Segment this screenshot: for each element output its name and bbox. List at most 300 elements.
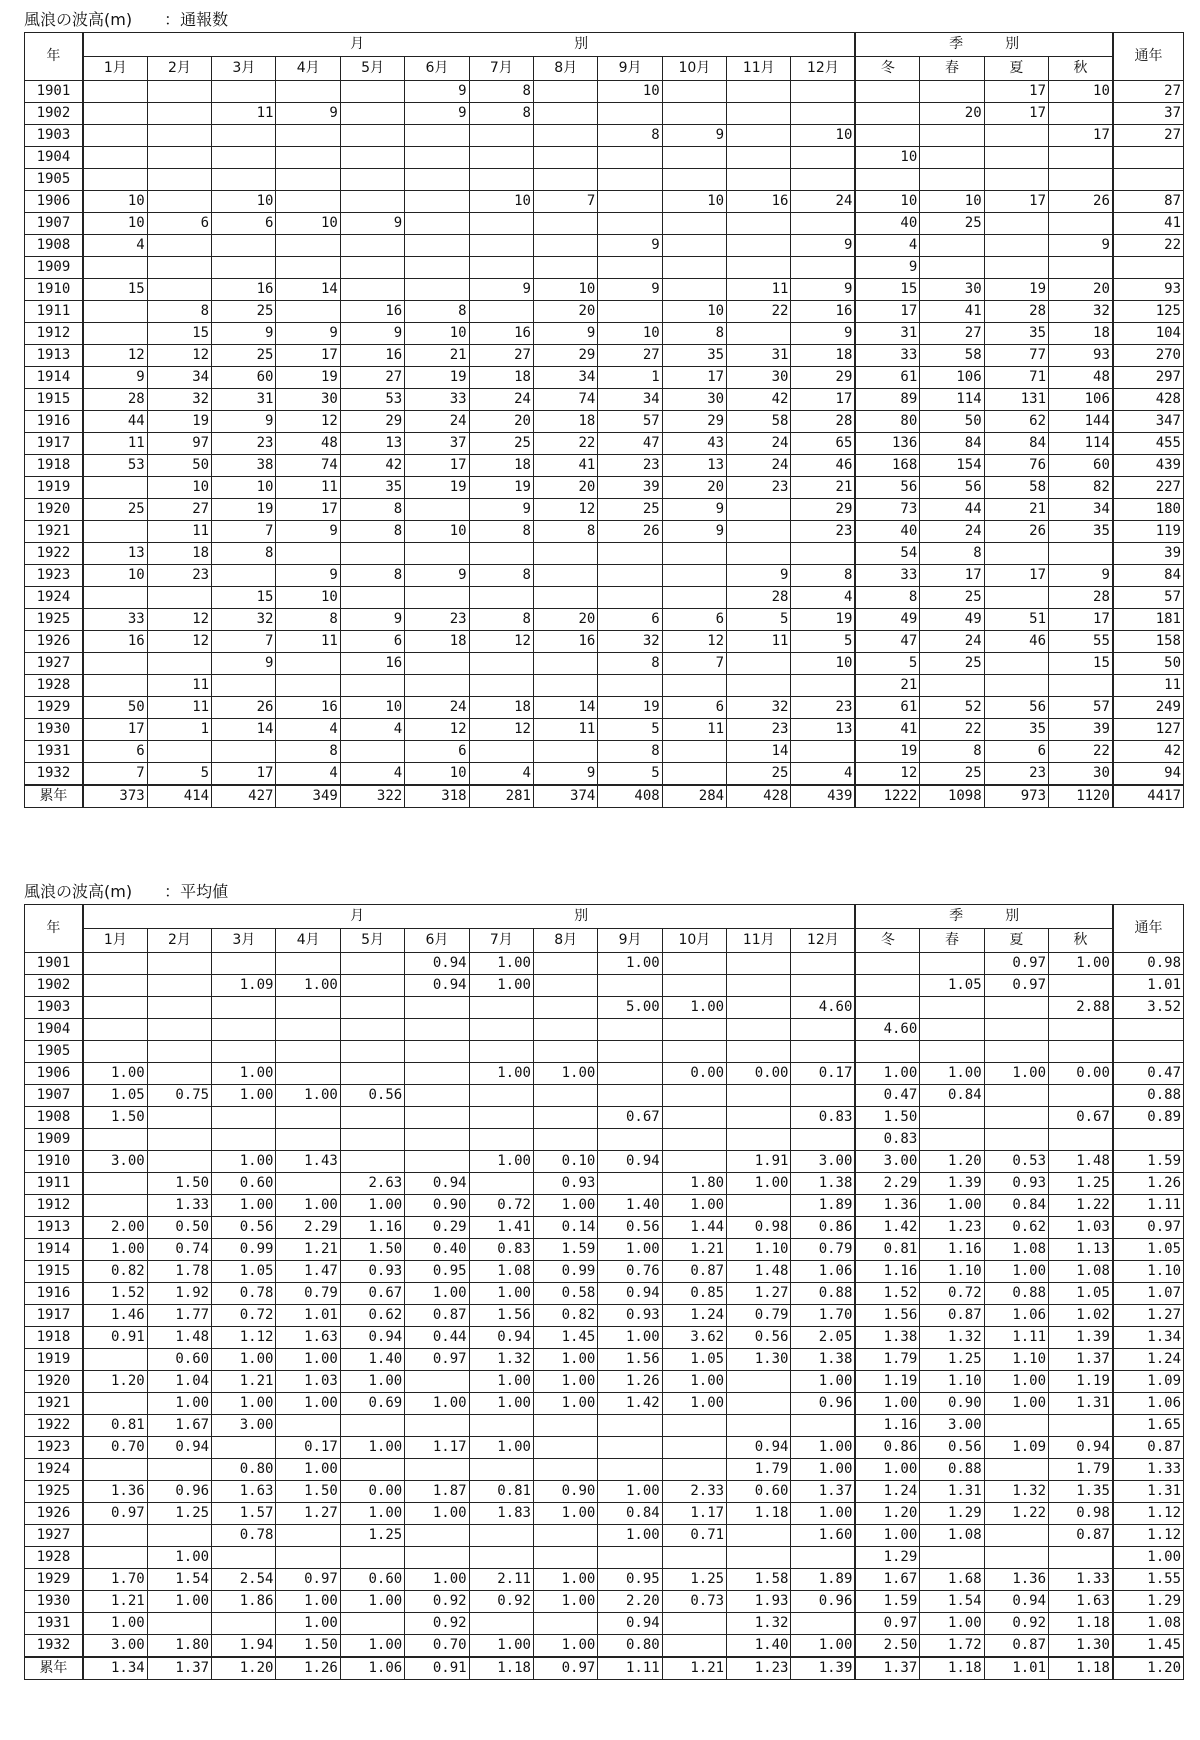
season-value-cell: 54 bbox=[855, 543, 919, 565]
total-value-cell: 1222 bbox=[855, 785, 919, 808]
month-value-cell bbox=[405, 191, 469, 213]
table-row bbox=[25, 257, 1184, 279]
year-cell: 1905 bbox=[25, 1041, 83, 1063]
month-value-cell: 27 bbox=[469, 345, 533, 367]
month-value-cell: 1.63 bbox=[276, 1327, 340, 1349]
month-value-cell: 1.50 bbox=[340, 1239, 404, 1261]
table-row bbox=[25, 1085, 1184, 1107]
season-value-cell: 57 bbox=[1049, 697, 1113, 719]
season-value-cell bbox=[1049, 1041, 1113, 1063]
month-value-cell bbox=[340, 1613, 404, 1635]
month-value-cell bbox=[727, 235, 791, 257]
month-value-cell: 12 bbox=[147, 609, 211, 631]
month-value-cell: 15 bbox=[83, 279, 147, 301]
season-value-cell bbox=[920, 997, 984, 1019]
month-value-cell bbox=[212, 565, 276, 587]
month-value-cell bbox=[791, 543, 855, 565]
month-value-cell bbox=[83, 1393, 147, 1415]
table-row bbox=[25, 565, 1184, 587]
year-cell: 1915 bbox=[25, 1261, 83, 1283]
season-header: 冬 bbox=[855, 929, 919, 953]
month-value-cell bbox=[598, 565, 662, 587]
month-value-cell bbox=[276, 1041, 340, 1063]
month-value-cell bbox=[405, 1459, 469, 1481]
season-value-cell: 84 bbox=[920, 433, 984, 455]
month-value-cell bbox=[147, 1019, 211, 1041]
header-row-columns bbox=[25, 57, 1184, 81]
month-value-cell: 0.75 bbox=[147, 1085, 211, 1107]
month-value-cell: 0.00 bbox=[340, 1481, 404, 1503]
annual-value-cell: 181 bbox=[1113, 609, 1184, 631]
month-value-cell: 0.92 bbox=[405, 1613, 469, 1635]
month-value-cell bbox=[533, 81, 597, 103]
month-value-cell bbox=[533, 257, 597, 279]
month-value-cell bbox=[276, 675, 340, 697]
average-table-title: 風浪の波高(m) ：平均値 bbox=[24, 882, 229, 901]
month-value-cell bbox=[212, 1107, 276, 1129]
month-value-cell bbox=[276, 1415, 340, 1437]
month-value-cell: 1.58 bbox=[727, 1569, 791, 1591]
month-value-cell bbox=[340, 1547, 404, 1569]
month-value-cell bbox=[469, 235, 533, 257]
year-cell: 1931 bbox=[25, 741, 83, 763]
table-row bbox=[25, 169, 1184, 191]
season-value-cell: 76 bbox=[984, 455, 1048, 477]
season-value-cell: 1.08 bbox=[984, 1239, 1048, 1261]
month-value-cell: 9 bbox=[469, 499, 533, 521]
average-table-section bbox=[24, 880, 1184, 1680]
season-value-cell: 1.00 bbox=[1049, 953, 1113, 975]
table-row bbox=[25, 191, 1184, 213]
season-value-cell bbox=[920, 1019, 984, 1041]
season-value-cell: 17 bbox=[984, 565, 1048, 587]
table-row bbox=[25, 433, 1184, 455]
season-value-cell: 17 bbox=[984, 103, 1048, 125]
month-value-cell bbox=[83, 1349, 147, 1371]
month-value-cell: 9 bbox=[276, 565, 340, 587]
table-row bbox=[25, 1415, 1184, 1437]
year-cell: 1926 bbox=[25, 631, 83, 653]
season-value-cell: 62 bbox=[984, 411, 1048, 433]
season-value-cell: 136 bbox=[855, 433, 919, 455]
month-value-cell: 0.17 bbox=[791, 1063, 855, 1085]
month-value-cell: 8 bbox=[662, 323, 726, 345]
month-value-cell: 2.63 bbox=[340, 1173, 404, 1195]
month-value-cell bbox=[533, 1041, 597, 1063]
month-value-cell: 1.00 bbox=[340, 1371, 404, 1393]
season-value-cell bbox=[920, 675, 984, 697]
season-value-cell: 1.16 bbox=[855, 1415, 919, 1437]
month-value-cell bbox=[276, 125, 340, 147]
month-value-cell bbox=[340, 1107, 404, 1129]
month-value-cell: 0.40 bbox=[405, 1239, 469, 1261]
month-value-cell: 14 bbox=[212, 719, 276, 741]
month-value-cell bbox=[147, 953, 211, 975]
season-value-cell: 21 bbox=[855, 675, 919, 697]
season-value-cell: 168 bbox=[855, 455, 919, 477]
season-value-cell: 1.59 bbox=[855, 1591, 919, 1613]
total-value-cell: 281 bbox=[469, 785, 533, 808]
table-row bbox=[25, 1063, 1184, 1085]
month-value-cell bbox=[276, 1019, 340, 1041]
month-value-cell: 12 bbox=[276, 411, 340, 433]
table-row bbox=[25, 997, 1184, 1019]
month-value-cell: 19 bbox=[405, 477, 469, 499]
month-value-cell: 1.00 bbox=[469, 1283, 533, 1305]
month-value-cell: 0.60 bbox=[727, 1481, 791, 1503]
month-value-cell bbox=[791, 953, 855, 975]
month-value-cell: 25 bbox=[83, 499, 147, 521]
season-value-cell: 1.72 bbox=[920, 1635, 984, 1658]
month-value-cell bbox=[340, 1019, 404, 1041]
annual-value-cell: 1.33 bbox=[1113, 1459, 1184, 1481]
month-value-cell: 2.29 bbox=[276, 1217, 340, 1239]
season-value-cell: 1.09 bbox=[984, 1437, 1048, 1459]
month-value-cell: 1.00 bbox=[276, 1393, 340, 1415]
month-value-cell bbox=[147, 741, 211, 763]
month-value-cell: 0.81 bbox=[83, 1415, 147, 1437]
month-value-cell: 10 bbox=[791, 653, 855, 675]
season-value-cell: 71 bbox=[984, 367, 1048, 389]
season-value-cell: 4.60 bbox=[855, 1019, 919, 1041]
month-value-cell: 1.56 bbox=[598, 1349, 662, 1371]
month-value-cell bbox=[791, 1415, 855, 1437]
month-value-cell: 0.67 bbox=[340, 1283, 404, 1305]
month-value-cell: 3.62 bbox=[662, 1327, 726, 1349]
annual-value-cell: 37 bbox=[1113, 103, 1184, 125]
month-value-cell: 7 bbox=[83, 763, 147, 786]
month-value-cell: 1.00 bbox=[469, 1635, 533, 1658]
month-value-cell bbox=[83, 257, 147, 279]
season-value-cell: 0.62 bbox=[984, 1217, 1048, 1239]
season-value-cell: 82 bbox=[1049, 477, 1113, 499]
month-value-cell: 11 bbox=[147, 521, 211, 543]
season-value-cell bbox=[920, 125, 984, 147]
month-value-cell: 23 bbox=[791, 521, 855, 543]
total-value-cell: 1.37 bbox=[147, 1657, 211, 1680]
annual-value-cell: 104 bbox=[1113, 323, 1184, 345]
season-value-cell: 1.13 bbox=[1049, 1239, 1113, 1261]
month-value-cell: 12 bbox=[147, 631, 211, 653]
reports-count-table bbox=[24, 32, 1184, 808]
season-value-cell: 9 bbox=[855, 257, 919, 279]
season-value-cell: 17 bbox=[855, 301, 919, 323]
month-value-cell: 0.85 bbox=[662, 1283, 726, 1305]
month-value-cell: 1.32 bbox=[727, 1613, 791, 1635]
month-value-cell: 8 bbox=[276, 609, 340, 631]
month-value-cell: 10 bbox=[212, 477, 276, 499]
month-value-cell: 42 bbox=[727, 389, 791, 411]
table-row bbox=[25, 1305, 1184, 1327]
month-header: 7月 bbox=[469, 929, 533, 953]
season-value-cell: 1.00 bbox=[920, 1063, 984, 1085]
season-value-cell bbox=[984, 1041, 1048, 1063]
month-value-cell: 24 bbox=[727, 433, 791, 455]
month-value-cell bbox=[83, 953, 147, 975]
month-header: 4月 bbox=[276, 57, 340, 81]
month-value-cell: 0.79 bbox=[727, 1305, 791, 1327]
month-value-cell bbox=[276, 191, 340, 213]
season-value-cell: 61 bbox=[855, 697, 919, 719]
month-value-cell bbox=[598, 1041, 662, 1063]
season-value-cell: 1.24 bbox=[855, 1481, 919, 1503]
month-value-cell: 1.30 bbox=[727, 1349, 791, 1371]
season-value-cell: 1.36 bbox=[984, 1569, 1048, 1591]
month-value-cell: 10 bbox=[405, 763, 469, 786]
month-value-cell bbox=[276, 653, 340, 675]
season-value-cell: 8 bbox=[920, 543, 984, 565]
season-header: 秋 bbox=[1049, 57, 1113, 81]
month-value-cell: 1.12 bbox=[212, 1327, 276, 1349]
month-value-cell: 35 bbox=[340, 477, 404, 499]
season-value-cell: 0.97 bbox=[984, 975, 1048, 997]
month-value-cell bbox=[662, 81, 726, 103]
month-value-cell bbox=[598, 975, 662, 997]
annual-value-cell bbox=[1113, 1129, 1184, 1151]
month-value-cell: 1.00 bbox=[791, 1459, 855, 1481]
month-value-cell: 0.92 bbox=[469, 1591, 533, 1613]
season-value-cell: 35 bbox=[984, 323, 1048, 345]
annual-value-cell: 1.11 bbox=[1113, 1195, 1184, 1217]
month-value-cell bbox=[405, 279, 469, 301]
season-value-cell: 89 bbox=[855, 389, 919, 411]
month-value-cell bbox=[340, 279, 404, 301]
month-value-cell bbox=[791, 1085, 855, 1107]
month-value-cell: 0.70 bbox=[405, 1635, 469, 1658]
season-value-cell: 1.20 bbox=[855, 1503, 919, 1525]
month-value-cell: 5 bbox=[598, 763, 662, 786]
month-value-cell: 19 bbox=[212, 499, 276, 521]
month-value-cell: 1.00 bbox=[405, 1503, 469, 1525]
season-value-cell: 22 bbox=[1049, 741, 1113, 763]
month-value-cell: 9 bbox=[276, 103, 340, 125]
season-value-cell: 2.29 bbox=[855, 1173, 919, 1195]
year-cell: 1914 bbox=[25, 367, 83, 389]
month-value-cell: 0.71 bbox=[662, 1525, 726, 1547]
season-value-cell: 28 bbox=[1049, 587, 1113, 609]
month-value-cell: 1.50 bbox=[83, 1107, 147, 1129]
month-value-cell bbox=[598, 1063, 662, 1085]
month-value-cell: 14 bbox=[276, 279, 340, 301]
season-value-cell: 61 bbox=[855, 367, 919, 389]
month-value-cell: 9 bbox=[791, 323, 855, 345]
month-value-cell bbox=[533, 975, 597, 997]
month-value-cell: 43 bbox=[662, 433, 726, 455]
month-value-cell: 7 bbox=[212, 521, 276, 543]
annual-value-cell: 0.97 bbox=[1113, 1217, 1184, 1239]
month-value-cell bbox=[212, 147, 276, 169]
month-value-cell bbox=[727, 125, 791, 147]
month-value-cell: 9 bbox=[598, 279, 662, 301]
year-cell: 1930 bbox=[25, 719, 83, 741]
month-value-cell: 1.89 bbox=[791, 1569, 855, 1591]
table-row bbox=[25, 213, 1184, 235]
month-value-cell: 57 bbox=[598, 411, 662, 433]
season-value-cell: 49 bbox=[920, 609, 984, 631]
annual-value-cell bbox=[1113, 169, 1184, 191]
month-value-cell: 18 bbox=[469, 697, 533, 719]
month-value-cell: 0.94 bbox=[469, 1327, 533, 1349]
month-value-cell bbox=[598, 1437, 662, 1459]
year-cell: 1901 bbox=[25, 81, 83, 103]
annual-value-cell: 180 bbox=[1113, 499, 1184, 521]
month-value-cell: 2.00 bbox=[83, 1217, 147, 1239]
month-value-cell bbox=[147, 1063, 211, 1085]
month-value-cell: 8 bbox=[340, 499, 404, 521]
month-value-cell bbox=[533, 213, 597, 235]
month-value-cell bbox=[727, 103, 791, 125]
month-value-cell: 24 bbox=[791, 191, 855, 213]
month-value-cell: 0.92 bbox=[405, 1591, 469, 1613]
total-value-cell: 373 bbox=[83, 785, 147, 808]
annual-value-cell: 439 bbox=[1113, 455, 1184, 477]
month-value-cell: 1.21 bbox=[83, 1591, 147, 1613]
month-value-cell bbox=[598, 213, 662, 235]
month-value-cell: 1.00 bbox=[276, 975, 340, 997]
month-value-cell bbox=[727, 1547, 791, 1569]
month-value-cell: 13 bbox=[83, 543, 147, 565]
annual-value-cell: 42 bbox=[1113, 741, 1184, 763]
season-value-cell bbox=[984, 1547, 1048, 1569]
table-row bbox=[25, 587, 1184, 609]
month-value-cell bbox=[791, 103, 855, 125]
month-value-cell: 2.11 bbox=[469, 1569, 533, 1591]
month-value-cell: 7 bbox=[533, 191, 597, 213]
month-value-cell: 19 bbox=[469, 477, 533, 499]
month-value-cell: 10 bbox=[83, 191, 147, 213]
month-header: 12月 bbox=[791, 57, 855, 81]
year-cell: 1915 bbox=[25, 389, 83, 411]
month-value-cell bbox=[533, 235, 597, 257]
season-value-cell: 12 bbox=[855, 763, 919, 786]
season-value-cell: 49 bbox=[855, 609, 919, 631]
season-value-cell: 1.37 bbox=[1049, 1349, 1113, 1371]
month-value-cell: 9 bbox=[212, 653, 276, 675]
table-row bbox=[25, 455, 1184, 477]
month-value-cell: 10 bbox=[340, 697, 404, 719]
month-value-cell: 10 bbox=[598, 323, 662, 345]
year-cell: 1932 bbox=[25, 1635, 83, 1658]
month-value-cell bbox=[791, 257, 855, 279]
month-value-cell: 65 bbox=[791, 433, 855, 455]
month-value-cell: 18 bbox=[405, 631, 469, 653]
month-value-cell bbox=[533, 587, 597, 609]
month-value-cell bbox=[662, 1547, 726, 1569]
month-value-cell: 1.25 bbox=[147, 1503, 211, 1525]
month-value-cell: 8 bbox=[212, 543, 276, 565]
season-value-cell: 0.81 bbox=[855, 1239, 919, 1261]
month-value-cell: 0.79 bbox=[276, 1283, 340, 1305]
season-value-cell: 27 bbox=[920, 323, 984, 345]
season-value-cell: 1.42 bbox=[855, 1217, 919, 1239]
season-value-cell: 0.88 bbox=[920, 1459, 984, 1481]
month-group-header: 月 別 bbox=[83, 33, 856, 57]
month-value-cell bbox=[405, 499, 469, 521]
month-value-cell: 1.00 bbox=[791, 1635, 855, 1658]
month-value-cell: 15 bbox=[212, 587, 276, 609]
month-value-cell bbox=[147, 1459, 211, 1481]
month-value-cell bbox=[791, 1613, 855, 1635]
month-value-cell: 1.00 bbox=[469, 1063, 533, 1085]
month-value-cell bbox=[83, 975, 147, 997]
month-value-cell bbox=[340, 997, 404, 1019]
month-value-cell bbox=[469, 1107, 533, 1129]
month-value-cell bbox=[405, 1063, 469, 1085]
month-value-cell: 12 bbox=[469, 719, 533, 741]
season-value-cell: 60 bbox=[1049, 455, 1113, 477]
table-row bbox=[25, 975, 1184, 997]
month-value-cell: 47 bbox=[598, 433, 662, 455]
total-value-cell: 973 bbox=[984, 785, 1048, 808]
year-cell: 1928 bbox=[25, 675, 83, 697]
month-value-cell: 0.97 bbox=[276, 1569, 340, 1591]
table-row bbox=[25, 609, 1184, 631]
month-value-cell bbox=[791, 213, 855, 235]
season-value-cell: 1.00 bbox=[855, 1459, 919, 1481]
season-value-cell: 77 bbox=[984, 345, 1048, 367]
year-cell: 1906 bbox=[25, 191, 83, 213]
month-value-cell bbox=[469, 1459, 533, 1481]
month-value-cell: 42 bbox=[340, 455, 404, 477]
month-value-cell: 30 bbox=[727, 367, 791, 389]
month-value-cell: 1.00 bbox=[533, 1591, 597, 1613]
year-cell: 1909 bbox=[25, 257, 83, 279]
month-value-cell bbox=[147, 103, 211, 125]
month-value-cell: 3.00 bbox=[83, 1151, 147, 1173]
season-value-cell: 17 bbox=[984, 191, 1048, 213]
month-value-cell bbox=[469, 1415, 533, 1437]
annual-value-cell: 347 bbox=[1113, 411, 1184, 433]
month-value-cell bbox=[469, 1547, 533, 1569]
season-value-cell bbox=[1049, 1415, 1113, 1437]
month-header: 3月 bbox=[212, 57, 276, 81]
year-cell: 1921 bbox=[25, 1393, 83, 1415]
season-value-cell bbox=[920, 147, 984, 169]
season-value-cell: 1.18 bbox=[1049, 1613, 1113, 1635]
year-cell: 1913 bbox=[25, 345, 83, 367]
season-value-cell: 23 bbox=[984, 763, 1048, 786]
month-value-cell: 29 bbox=[533, 345, 597, 367]
month-value-cell bbox=[727, 953, 791, 975]
month-value-cell: 11 bbox=[533, 719, 597, 741]
annual-header: 通年 bbox=[1113, 33, 1184, 81]
month-value-cell bbox=[791, 1547, 855, 1569]
month-value-cell: 21 bbox=[405, 345, 469, 367]
season-value-cell: 0.84 bbox=[920, 1085, 984, 1107]
month-value-cell: 18 bbox=[469, 367, 533, 389]
month-value-cell bbox=[147, 997, 211, 1019]
season-value-cell: 1.33 bbox=[1049, 1569, 1113, 1591]
annual-value-cell: 127 bbox=[1113, 719, 1184, 741]
annual-value-cell: 93 bbox=[1113, 279, 1184, 301]
month-value-cell: 1.00 bbox=[533, 1635, 597, 1658]
year-cell: 1919 bbox=[25, 477, 83, 499]
table-row bbox=[25, 1239, 1184, 1261]
season-value-cell: 20 bbox=[1049, 279, 1113, 301]
season-value-cell: 1.22 bbox=[984, 1503, 1048, 1525]
month-value-cell: 23 bbox=[727, 719, 791, 741]
month-value-cell: 11 bbox=[212, 103, 276, 125]
season-value-cell: 9 bbox=[1049, 235, 1113, 257]
month-value-cell bbox=[340, 1063, 404, 1085]
month-value-cell bbox=[340, 975, 404, 997]
month-value-cell: 20 bbox=[662, 477, 726, 499]
season-value-cell: 1.23 bbox=[920, 1217, 984, 1239]
month-value-cell: 6 bbox=[405, 741, 469, 763]
table-row bbox=[25, 741, 1184, 763]
month-value-cell: 23 bbox=[212, 433, 276, 455]
month-value-cell bbox=[147, 1041, 211, 1063]
